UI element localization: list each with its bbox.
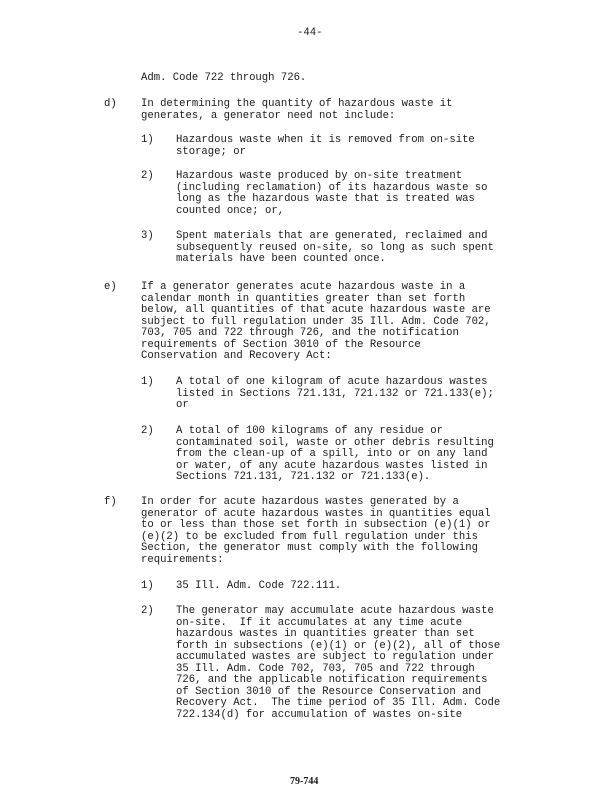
text-line: 703, 705 and 722 through 726, and the notification [141,327,459,339]
text-line: (e)(2) to be excluded from full regulation under this [141,530,478,543]
text-line: hazardous wastes in quantities greater than set [176,628,475,640]
item-label-d2: 2) [141,170,154,182]
text-line: In determining the quantity of hazardous waste it [141,98,453,110]
text-line: generates, a generator need not include: [141,109,396,122]
text-line: materials have been counted once. [176,253,386,265]
text-line: The generator may accumulate acute hazardous waste [176,605,494,617]
text-line: A total of one kilogram of acute hazardous wastes [176,376,488,388]
section-label-f: f) [104,496,117,508]
text-line: or [176,399,189,411]
page-number: -44- [297,27,323,39]
text-line: to or less than those set forth in subsection (e)(1) or [141,519,491,531]
text-line: Sections 721.131, 721.132 or 721.133(e). [176,471,431,483]
text-line: In order for acute hazardous wastes generated by a [141,496,459,508]
text-line: Hazardous waste when it is removed from on-site [176,134,475,146]
text-line: (including reclamation) of its hazardous waste so [176,181,488,194]
text-line: A total of 100 kilograms of any residue or [176,425,444,437]
item-label-d1: 1) [141,134,154,146]
text-line: long as the hazardous waste that is treated was [176,193,475,205]
text-line: Conservation and Recovery Act: [141,350,332,362]
text-line: Hazardous waste produced by on-site treatment [176,170,463,182]
text-line: storage; or [176,145,246,158]
text-line: calendar month in quantities greater than set forth [141,292,466,305]
text-line: subject to full regulation under 35 Ill. Adm. Code 702, [141,315,491,328]
text-line: Recovery Act. The time period of 35 Ill. Adm. Code [176,697,501,709]
text-line: accumulated wastes are subject to regulation under [176,651,494,663]
text-line: on-site. If it accumulates at any time acute [176,616,463,629]
text-line: contaminated soil, waste or other debris resulting [176,436,494,449]
section-label-d: d) [104,98,117,110]
text-line: 35 Ill. Adm. Code 702, 703, 705 and 722 through [176,662,475,675]
text-line: 35 Ill. Adm. Code 722.111. [176,580,342,592]
section-label-e: e) [104,281,117,293]
footer-page-id: 79-744 [290,776,319,787]
text-line: If a generator generates acute hazardous waste in a [141,281,466,293]
text-line: below, all quantities of that acute hazardous waste are [141,304,491,316]
text-line: from the clean-up of a spill, into or on any land [176,448,488,460]
text-line: requirements of Section 3010 of the Resource [141,338,421,351]
text-line: Spent materials that are generated, reclaimed and [176,230,488,242]
text-line: 722.134(d) for accumulation of wastes on-site [176,708,463,721]
item-label-f2: 2) [141,605,154,617]
text-line: or water, of any acute hazardous wastes listed in [176,459,488,472]
text-line: of Section 3010 of the Resource Conservation and [176,685,482,698]
text-line: Section, the generator must comply with the following [141,542,478,554]
item-label-f1: 1) [141,580,154,592]
text-line: listed in Sections 721.131, 721.132 or 721.133(e); [176,387,494,400]
text-line: subsequently reused on-site, so long as such spent [176,241,494,254]
continuation-line: Adm. Code 722 through 726. [141,72,307,84]
text-line: 726, and the applicable notification requirements [176,674,488,686]
text-line: generator of acute hazardous wastes in quantities equal [141,507,491,520]
text-line: forth in subsections (e)(1) or (e)(2), all of those [176,639,501,652]
item-label-d3: 3) [141,230,154,242]
item-label-e2: 2) [141,425,154,437]
text-line: requirements: [141,553,224,566]
text-line: counted once; or, [176,204,285,217]
item-label-e1: 1) [141,376,154,388]
